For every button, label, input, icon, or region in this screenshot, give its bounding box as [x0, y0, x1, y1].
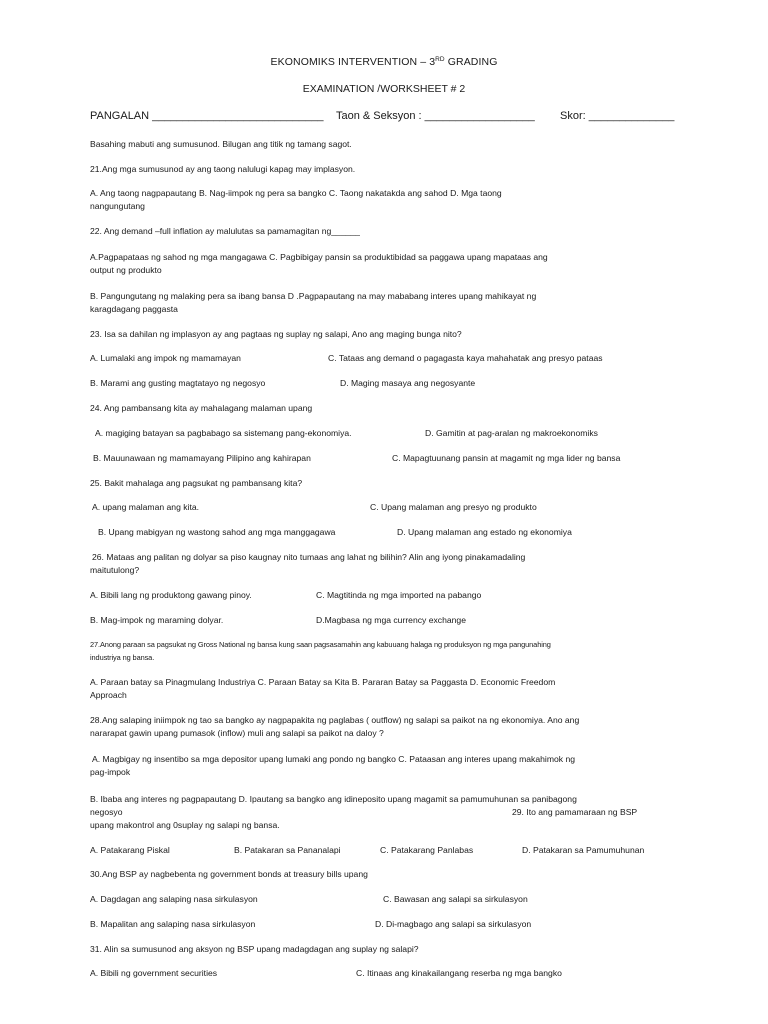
- question-31: 31. Alin sa sumusunod ang aksyon ng BSP upang madagdagan ang suplay ng salapi?: [90, 944, 419, 954]
- student-info-line: [90, 110, 690, 122]
- worksheet-title: EKONOMIKS INTERVENTION – 3RD GRADING: [270, 56, 498, 68]
- question-21-options: A. Ang taong nagpapautang B. Nag-iimpok ng pera sa bangko C. Taong nakatakda ang sahod D. Mga taong: [90, 188, 502, 198]
- question-26-option-a: A. Bibili lang ng produktong gawang pinoy.: [90, 590, 252, 600]
- section-field[interactable]: Taon & Seksyon : __________________: [336, 110, 535, 122]
- question-27-cont: industriya ng bansa.: [90, 653, 155, 662]
- question-22-option-a-c: A.Pagpapataas ng sahod ng mga mangagawa C. Pagbibigay pansin sa produktibidad sa paggawa upang mapataas ang: [90, 252, 548, 262]
- question-31-option-a: A. Bibili ng government securities: [90, 968, 218, 978]
- question-22-option-a-c-cont: output ng produkto: [90, 265, 162, 275]
- score-field[interactable]: Skor: ______________: [560, 110, 675, 122]
- name-field[interactable]: PANGALAN ____________________________: [90, 110, 324, 122]
- question-26-option-c: C. Magtitinda ng mga imported na pabango: [316, 590, 482, 600]
- question-23-option-b: B. Marami ang gusting magtatayo ng negosyo: [90, 378, 266, 388]
- question-24: 24. Ang pambansang kita ay mahalagang malaman upang: [90, 403, 313, 413]
- question-30-option-c: C. Bawasan ang salapi sa sirkulasyon: [383, 894, 528, 904]
- question-29-option-a: A. Patakarang Piskal: [90, 845, 170, 855]
- question-28-option-b-d: B. Ibaba ang interes ng pagpapautang D. Ipautang sa bangko ang idineposito upang magamit sa pamumuhunan sa panibagong: [90, 794, 577, 804]
- question-23: 23. Isa sa dahilan ng implasyon ay ang pagtaas ng suplay ng salapi, Ano ang maging bunga nito?: [90, 329, 462, 339]
- question-28-option-a-c: A. Magbigay ng insentibo sa mga depositor upang lumaki ang pondo ng bangko C. Pataasan ang interes upang makahimok ng: [92, 754, 576, 764]
- question-31-option-c: C. Itinaas ang kinakailangang reserba ng mga bangko: [356, 968, 562, 978]
- question-27-options: A. Paraan batay sa Pinagmulang Industriya C. Paraan Batay sa Kita B. Pararan Batay sa Paggasta D. Economic Freedom: [90, 677, 556, 687]
- question-29-option-d: D. Patakaran sa Pamumuhunan: [522, 845, 645, 855]
- question-29-cont: upang makontrol ang 0suplay ng salapi ng bansa.: [90, 820, 280, 830]
- question-24-option-c: C. Mapagtuunang pansin at magamit ng mga lider ng bansa: [392, 453, 621, 463]
- question-26-option-b: B. Mag-impok ng maraming dolyar.: [90, 615, 224, 625]
- question-25-option-d: D. Upang malaman ang estado ng ekonomiya: [397, 527, 572, 537]
- question-29: 29. Ito ang pamamaraan ng BSP: [512, 807, 638, 817]
- question-26: 26. Mataas ang palitan ng dolyar sa piso kaugnay nito tumaas ang lahat ng bilihin? Alin ang iyong pinakamadaling: [92, 552, 526, 562]
- question-22-option-b-d: B. Pangungutang ng malaking pera sa ibang bansa D .Pagpapautang na may mababang interes upang mahikayat ng: [90, 291, 537, 301]
- question-21-options-cont: nangungutang: [90, 201, 145, 211]
- question-25: 25. Bakit mahalaga ang pagsukat ng pambansang kita?: [90, 478, 303, 488]
- question-29-option-c: C. Patakarang Panlabas: [380, 845, 474, 855]
- question-27-options-cont: Approach: [90, 690, 127, 700]
- question-24-option-b: B. Mauunawaan ng mamamayang Pilipino ang kahirapan: [93, 453, 311, 463]
- question-29-option-b: B. Patakaran sa Pananalapi: [234, 845, 341, 855]
- question-26-option-d: D.Magbasa ng mga currency exchange: [316, 615, 466, 625]
- question-25-option-b: B. Upang mabigyan ng wastong sahod ang mga manggagawa: [98, 527, 336, 537]
- question-28: 28.Ang salaping iniimpok ng tao sa bangko ay nagpapakita ng paglabas ( outflow) ng salapi sa paikot na ng ekonomiya. Ano ang: [90, 715, 580, 725]
- worksheet-subtitle: EXAMINATION /WORKSHEET # 2: [302, 83, 466, 95]
- question-30-option-a: A. Dagdagan ang salaping nasa sirkulasyon: [90, 894, 258, 904]
- question-28-cont: nararapat gawin upang pumasok (inflow) muli ang salapi sa paikot na daloy ?: [90, 728, 384, 738]
- question-23-option-a: A. Lumalaki ang impok ng mamamayan: [90, 353, 241, 363]
- question-22: 22. Ang demand –full inflation ay malulutas sa pamamagitan ng______: [90, 226, 360, 236]
- question-25-option-a: A. upang malaman ang kita.: [92, 502, 200, 512]
- question-30: 30.Ang BSP ay nagbebenta ng government bonds at treasury bills upang: [90, 869, 368, 879]
- question-25-option-c: C. Upang malaman ang presyo ng produkto: [370, 502, 537, 512]
- question-30-option-d: D. Di-magbago ang salapi sa sirkulasyon: [375, 919, 532, 929]
- instruction-text: Basahing mabuti ang sumusunod. Bilugan ang titik ng tamang sagot.: [90, 139, 352, 149]
- question-27: 27.Anong paraan sa pagsukat ng Gross National ng bansa kung saan pagsasamahin ang kabuuang halaga ng produksyon ng mga pangunahing: [90, 640, 551, 649]
- question-22-option-b-d-cont: karagdagang paggasta: [90, 304, 178, 314]
- question-28-option-a-c-cont: pag-impok: [90, 767, 131, 777]
- question-24-option-a: A. magiging batayan sa pagbabago sa sistemang pang-ekonomiya.: [95, 428, 352, 438]
- question-23-option-d: D. Maging masaya ang negosyante: [340, 378, 476, 388]
- question-26-cont: maitutulong?: [90, 565, 140, 575]
- question-30-option-b: B. Mapalitan ang salaping nasa sirkulasyon: [90, 919, 256, 929]
- question-24-option-d: D. Gamitin at pag-aralan ng makroekonomiks: [425, 428, 598, 438]
- question-28-option-b-d-cont: negosyo: [90, 807, 123, 817]
- question-23-option-c: C. Tataas ang demand o pagagasta kaya mahahatak ang presyo pataas: [328, 353, 603, 363]
- question-21: 21.Ang mga sumusunod ay ang taong nalulugi kapag may implasyon.: [90, 164, 356, 174]
- title-superscript: RD: [435, 56, 445, 63]
